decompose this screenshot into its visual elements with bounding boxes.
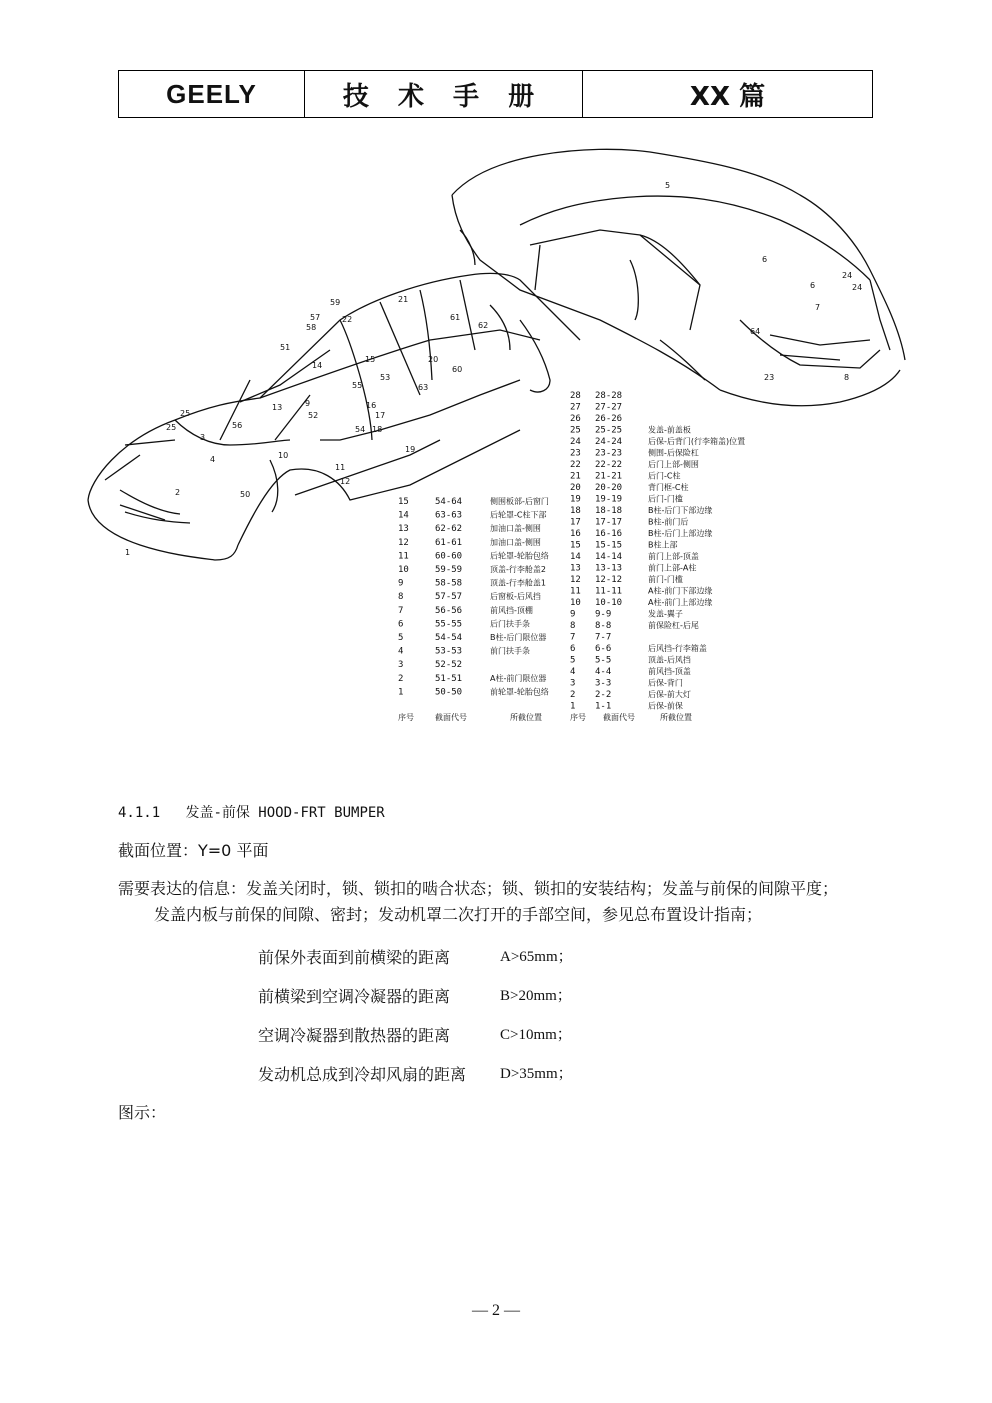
section-code: 10-10: [595, 598, 623, 608]
section-code: 53-53: [435, 646, 463, 657]
row-number: 19: [570, 494, 581, 505]
section-position: 加油口盖-侧围: [490, 537, 541, 547]
row-number: 10: [398, 565, 409, 575]
callout-label: 18: [372, 425, 383, 434]
row-number: 4: [398, 646, 404, 657]
section-code: 21-21: [595, 471, 623, 482]
callout-label: 7: [815, 303, 821, 312]
requirement-value: A>65mm；: [500, 949, 573, 965]
section-position: 前门-门槛: [648, 575, 683, 584]
callout-label: 60: [452, 365, 463, 374]
section-position: 后保-前大灯: [648, 690, 691, 699]
callout-label: 61: [450, 313, 461, 322]
row-number: 1: [570, 701, 576, 712]
callout-label: 51: [280, 343, 291, 352]
row-number: 5: [398, 633, 404, 643]
section-position: A柱-前门限位器: [490, 673, 547, 683]
row-number: 4: [570, 667, 576, 677]
section-code: 54-54: [435, 633, 463, 643]
section-code: 51-51: [435, 673, 463, 684]
section-code: 54-64: [435, 497, 463, 507]
row-number: 8: [570, 621, 576, 631]
callout-label: 5: [665, 181, 671, 190]
section-code: 50-50: [435, 687, 463, 698]
requirement-text: 前保外表面到前横梁的距离: [258, 948, 451, 967]
section-code: 57-57: [435, 592, 463, 603]
callout-label: 17: [375, 411, 386, 420]
legend-table-left: [398, 496, 549, 722]
left-footer-code: 截面代号: [435, 713, 467, 722]
section-code: 17-17: [595, 517, 623, 528]
requirement-value: B>20mm；: [500, 988, 572, 1004]
section-code: 28-28: [595, 391, 623, 401]
callout-label: 6: [810, 281, 816, 290]
section-position: 侧围-后保险杠: [648, 448, 699, 458]
section-position: 后轮罩-C柱下部: [490, 510, 547, 520]
section-position: B柱-前门后: [648, 517, 689, 527]
section-code: 20-20: [595, 483, 623, 493]
callout-label: 63: [418, 383, 429, 392]
row-number: 13: [570, 563, 581, 574]
section-position: 前门上部-顶盖: [648, 552, 699, 561]
callout-label: 21: [398, 295, 409, 304]
header-table: [118, 70, 873, 118]
section-code: 25-25: [595, 425, 623, 436]
row-number: 2: [398, 673, 404, 684]
left-footer-position: 所截位置: [510, 713, 542, 722]
car-section-diagram: [80, 140, 910, 740]
section-title: 发盖-前保 HOOD-FRT BUMPER: [185, 805, 385, 821]
row-number: 11: [398, 551, 409, 562]
rear-car-drawing: [452, 149, 905, 405]
row-number: 18: [570, 506, 581, 516]
section-position: 顶盖-后风挡: [648, 655, 691, 665]
callout-label: 55: [352, 381, 363, 390]
callout-label: 24: [852, 283, 863, 292]
section-code: 1-1: [595, 701, 612, 712]
callout-label: 52: [308, 411, 319, 420]
requirement-text: 发动机总成到冷却风扇的距离: [258, 1065, 467, 1084]
callout-label: 9: [305, 399, 311, 408]
callout-label: 62: [478, 321, 489, 330]
section-code: 24-24: [595, 437, 623, 447]
callout-label: 23: [764, 373, 775, 382]
section-code: 6-6: [595, 644, 612, 654]
figure-label: 图示：: [118, 1103, 167, 1122]
callout-label: 3: [200, 433, 206, 442]
legend-table-right: [570, 391, 745, 722]
callout-label: 14: [312, 361, 323, 370]
requirement-value: C>10mm；: [500, 1027, 572, 1043]
section-position: A柱-前门下部边缘: [648, 586, 713, 596]
section-code: 59-59: [435, 565, 463, 575]
section-code: 55-55: [435, 619, 463, 630]
row-number: 20: [570, 483, 581, 493]
section-location: 截面位置：Y=0 平面: [118, 841, 269, 860]
requirement-row: [258, 984, 572, 1007]
row-number: 3: [398, 660, 404, 671]
row-number: 9: [398, 578, 404, 589]
callout-label: 22: [342, 315, 353, 324]
row-number: 5: [570, 655, 576, 666]
row-number: 14: [570, 552, 581, 562]
section-position: 后保-背门: [648, 678, 683, 688]
requirement-row: [258, 1062, 573, 1085]
section-position: 前门上部-A柱: [648, 563, 697, 573]
chapter-cell: XX 篇: [689, 81, 766, 112]
section-position: B柱上部: [648, 540, 678, 550]
callout-label: 50: [240, 490, 251, 499]
callout-label: 6: [762, 255, 768, 264]
callout-label: 53: [380, 373, 391, 382]
callout-label: 15: [365, 355, 376, 364]
right-footer-position: 所截位置: [660, 713, 692, 722]
callout-label: 2: [175, 488, 181, 497]
info-line-1: 需要表达的信息：发盖关闭时，锁、锁扣的啮合状态；锁、锁扣的安装结构；发盖与前保的间隙平度；: [118, 879, 839, 898]
section-position: 后门-C柱: [648, 471, 681, 481]
section-code: 26-26: [595, 414, 623, 424]
section-code: 16-16: [595, 529, 623, 539]
row-number: 15: [570, 540, 581, 551]
section-code: 4-4: [595, 667, 612, 677]
left-footer-no: 序号: [398, 713, 414, 722]
row-number: 22: [570, 460, 581, 470]
section-position: B柱-后门上部边缘: [648, 529, 713, 538]
row-number: 16: [570, 529, 581, 539]
row-number: 21: [570, 471, 581, 482]
right-footer-no: 序号: [570, 713, 586, 722]
section-code: 56-56: [435, 605, 463, 616]
section-code: 60-60: [435, 551, 463, 562]
row-number: 12: [570, 575, 581, 585]
row-number: 7: [398, 605, 404, 616]
manual-title-cell: 技 术 手 册: [305, 71, 583, 117]
section-position: 后保-后背门(行李箱盖)位置: [648, 437, 746, 446]
page-number: — 2 —: [472, 1302, 520, 1319]
row-number: 3: [570, 678, 576, 689]
section-code: 22-22: [595, 460, 623, 470]
section-position: 后门-门槛: [648, 494, 683, 504]
section-position: 背门框-C柱: [648, 483, 689, 492]
section-position: 发盖-前盖板: [648, 425, 691, 435]
callout-label: 11: [335, 463, 346, 472]
row-number: 8: [398, 592, 404, 603]
row-number: 9: [570, 609, 576, 620]
section-position: 加油口盖-侧围: [490, 524, 541, 534]
section-position: 前风挡-顶盖: [648, 667, 691, 676]
callout-label: 19: [405, 445, 416, 454]
row-number: 15: [398, 497, 409, 507]
callout-label: 56: [232, 421, 243, 430]
section-code: 9-9: [595, 609, 612, 620]
section-position: A柱-前门上部边缘: [648, 598, 713, 607]
section-heading: [118, 802, 385, 822]
requirement-text: 空调冷凝器到散热器的距离: [258, 1026, 451, 1045]
section-position: 前风挡-顶棚: [490, 605, 533, 615]
section-code: 15-15: [595, 540, 623, 551]
row-number: 14: [398, 510, 409, 521]
section-code: 63-63: [435, 510, 463, 521]
section-code: 18-18: [595, 506, 623, 516]
section-code: 27-27: [595, 402, 623, 413]
row-number: 27: [570, 402, 581, 413]
section-code: 62-62: [435, 524, 463, 535]
row-number: 28: [570, 391, 581, 401]
row-number: 6: [570, 644, 576, 654]
requirement-value: D>35mm；: [500, 1066, 573, 1082]
section-code: 3-3: [595, 678, 612, 689]
row-number: 26: [570, 414, 581, 424]
section-position: 顶盖-行李舱盖2: [490, 565, 546, 574]
rear-callouts: [665, 181, 862, 382]
section-position: 发盖-翼子: [648, 609, 683, 619]
row-number: 24: [570, 437, 581, 447]
callout-label: 10: [278, 451, 289, 460]
row-number: 25: [570, 425, 581, 436]
row-number: 17: [570, 517, 581, 528]
section-code: 7-7: [595, 632, 612, 643]
callout-label: 16: [366, 401, 377, 410]
callout-label: 57: [310, 313, 321, 322]
section-position: 前保险杠-后尾: [648, 621, 699, 630]
section-position: 前轮罩-轮胎包络: [490, 687, 549, 697]
callout-label: 24: [842, 271, 853, 280]
callout-label: 58: [306, 323, 317, 332]
callout-label: 59: [330, 298, 341, 307]
section-position: 后保-前保: [648, 701, 683, 711]
info-line-2: 发盖内板与前保的间隙、密封；发动机罩二次打开的手部空间，参见总布置设计指南；: [154, 905, 763, 924]
section-code: 61-61: [435, 537, 463, 548]
section-number: 4.1.1: [118, 805, 161, 821]
requirement-row: [258, 1023, 572, 1046]
section-position: 前门扶手条: [490, 646, 530, 656]
section-position: 后风挡-行李箱盖: [648, 644, 707, 653]
row-number: 23: [570, 448, 581, 459]
row-number: 10: [570, 598, 581, 608]
row-number: 1: [398, 687, 404, 698]
front-callouts: [125, 295, 488, 557]
section-code: 13-13: [595, 563, 623, 574]
section-position: 后门扶手条: [490, 619, 530, 629]
section-position: 侧围板部-后窗门: [490, 497, 549, 506]
row-number: 13: [398, 524, 409, 535]
section-code: 2-2: [595, 690, 612, 700]
callout-label: 64: [750, 327, 761, 336]
section-position: B柱-后门限位器: [490, 633, 547, 642]
callout-label: 25: [180, 409, 191, 418]
section-position: 顶盖-行李舱盖1: [490, 578, 546, 588]
section-position: 后窗板-后风挡: [490, 592, 541, 602]
requirement-text: 前横梁到空调冷凝器的距离: [258, 987, 451, 1006]
section-code: 23-23: [595, 448, 623, 459]
brand-cell: GEELY: [119, 71, 305, 117]
section-code: 14-14: [595, 552, 623, 562]
callout-label: 13: [272, 403, 283, 412]
section-code: 5-5: [595, 655, 612, 666]
row-number: 7: [570, 632, 576, 643]
callout-label: 25: [166, 423, 177, 432]
right-footer-code: 截面代号: [603, 713, 635, 722]
section-code: 12-12: [595, 575, 623, 585]
callout-label: 20: [428, 355, 439, 364]
callout-label: 8: [844, 373, 850, 382]
section-code: 11-11: [595, 586, 623, 597]
section-code: 58-58: [435, 578, 463, 589]
section-code: 19-19: [595, 494, 623, 505]
callout-label: 54: [355, 425, 366, 434]
requirement-row: [258, 945, 573, 968]
row-number: 6: [398, 619, 404, 630]
callout-label: 4: [210, 455, 216, 464]
row-number: 12: [398, 537, 409, 548]
section-position: 后轮罩-轮胎包络: [490, 551, 549, 561]
row-number: 11: [570, 586, 581, 597]
section-position: 后门上部-侧围: [648, 460, 699, 469]
row-number: 2: [570, 690, 576, 700]
callout-label: 12: [340, 477, 351, 486]
section-code: 8-8: [595, 621, 612, 631]
section-position: B柱-后门下部边缘: [648, 506, 713, 515]
section-code: 52-52: [435, 660, 463, 671]
callout-label: 1: [125, 548, 131, 557]
